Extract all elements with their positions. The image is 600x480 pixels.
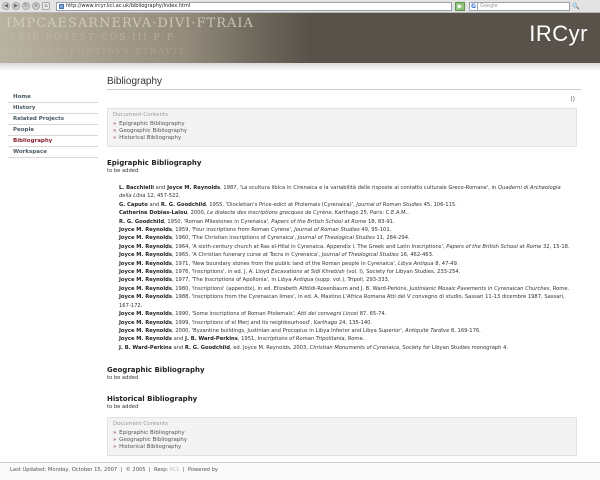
home-icon[interactable]: ⌂ xyxy=(42,2,50,10)
section-note: to be added xyxy=(107,168,139,174)
reference-author: Joyce M. Reynolds xyxy=(119,269,172,276)
reference-author: Catherine Dobias-Lalou xyxy=(119,210,188,217)
contents-link-label: Geographic Bibliography xyxy=(119,128,188,134)
reference-author: R. G. Goodchild xyxy=(184,344,230,351)
reference-tail: Atti del V convegno di studio, Sassari 11-13 dicembre 1987, Sassari, 167-172. xyxy=(119,294,565,309)
reference-author: Joyce M. Reynolds xyxy=(119,294,172,301)
reference-entry xyxy=(119,251,574,259)
reference-journal: Papers of the British School at Rome xyxy=(446,243,542,250)
inscription-line: TRIB·POTEST·COS·III·P·P· xyxy=(10,33,180,43)
reference-journal: L'Africa Romana xyxy=(342,294,386,301)
bullet-icon: » xyxy=(113,444,117,451)
reference-author: Joyce M. Reynolds xyxy=(119,252,172,259)
bullet-icon: » xyxy=(113,121,117,127)
reference-entry xyxy=(119,268,574,276)
reference-journal: Antiquité Tardive xyxy=(405,327,450,334)
reference-author: Joyce M. Reynolds xyxy=(119,235,172,242)
main-content xyxy=(107,76,581,456)
reference-author: Joyce M. Reynolds xyxy=(119,227,172,234)
reference-text: , 2000, 'Byzantine buildings, Justinian and Procopius in Libya Inferior and Libya Superior', xyxy=(171,327,406,334)
reference-journal: Papers of the British School at Rome xyxy=(271,218,367,225)
reference-author: L. Bacchielli xyxy=(119,185,155,191)
reference-text: , 1950, 'Roman Milestones in Cyrenaica', xyxy=(164,218,272,225)
browser-toolbar xyxy=(0,0,600,13)
reference-journal: Excavations at Sidi Khrebish xyxy=(271,269,345,276)
reference-entry xyxy=(119,218,574,226)
contents-link-geographic[interactable] xyxy=(113,128,571,135)
reference-text: , 1960, 'The Christian inscriptions of Cyrenaica', xyxy=(171,235,298,242)
reference-entry xyxy=(119,344,574,352)
reference-author-join: and xyxy=(173,336,184,343)
sidebar-item-related-projects[interactable]: Related Projects xyxy=(8,114,98,125)
reference-entry xyxy=(119,184,574,201)
reference-text: , 1976, 'Inscriptions', in ed. J. A. Lloyd xyxy=(171,269,272,276)
reference-author: R. G. Goodchild xyxy=(160,201,206,208)
reference-entry xyxy=(119,260,574,268)
back-arrow-icon[interactable]: ◀ xyxy=(2,2,10,10)
reference-author: J. B. Ward-Perkins xyxy=(119,344,172,351)
resp-link[interactable]: KCL xyxy=(169,467,180,473)
reference-tail: 8, 169-176. xyxy=(449,327,481,334)
google-engine-icon[interactable]: G xyxy=(469,2,478,11)
reference-entry xyxy=(119,209,574,217)
bullet-icon: » xyxy=(113,135,117,141)
reference-entry xyxy=(119,327,574,335)
page-footer: Last Updated: Monday, October 15, 2007 | © 2005 | Resp: KCL | Powered by xyxy=(0,462,600,480)
reference-text: , 1971, 'New boundary stones from the public land of the Roman people in Cyrenaica', xyxy=(171,260,398,267)
site-logo[interactable]: IRCyr xyxy=(529,21,588,46)
reference-text: , 1965, 'A Christian funerary curse at Tocra in Cyrenaica', xyxy=(171,252,322,259)
reference-journal: Libya Antiqua xyxy=(397,260,434,267)
sidebar-item-workspace[interactable]: Workspace xyxy=(8,147,98,158)
bullet-icon: » xyxy=(113,437,117,444)
reference-tail: 49, 95-101. xyxy=(359,227,392,234)
contents-link-label: Historical Bibliography xyxy=(119,444,182,451)
copyright: © 2005 xyxy=(125,467,146,473)
bullet-icon: » xyxy=(113,430,117,437)
reference-journal: Justinianic Mosaic Pavements in Cyrenaican Churches xyxy=(409,285,550,292)
reference-text: , 1955, 'Diocletian's Price-edict at Ptolemais (Cyrenaica)', xyxy=(205,201,357,208)
contents-link-epigraphic[interactable] xyxy=(113,121,571,128)
reference-tail: , Society for Libyan Studies monograph 4. xyxy=(399,344,509,351)
reference-author: J. B. Ward-Perkins xyxy=(185,336,238,343)
reference-text: , ed. Joyce M. Reynolds, 2003, xyxy=(229,344,310,351)
contents-link-epigraphic[interactable] xyxy=(113,430,571,437)
go-button[interactable]: ▶ xyxy=(455,2,465,11)
inscription-image xyxy=(0,13,310,63)
reference-journal: Atti dei convegni Lincei xyxy=(297,311,359,318)
reference-text: , 1964, 'A sixth-century church at Ras el-Hilal in Cyrenaica. Appendix I. The Greek and Latin Inscriptions', xyxy=(171,243,447,250)
section-title-historical: Historical Bibliography xyxy=(107,395,198,404)
reference-journal: Journal of Roman Studies xyxy=(294,227,360,234)
section-note: to be added xyxy=(107,404,139,411)
reference-journal: Journal of Theological Studies xyxy=(321,252,399,259)
reference-author: Joyce M. Reynolds xyxy=(119,319,172,326)
reference-entry xyxy=(119,285,574,293)
reference-tail: 24, 135-140. xyxy=(337,319,373,326)
reference-entry xyxy=(119,335,574,343)
inscription-line: VIAM·CVM·PONTIBVS·STRAVIT xyxy=(4,47,186,56)
search-icon[interactable]: 🔍 xyxy=(572,2,580,10)
search-input[interactable]: Google xyxy=(478,2,570,11)
reference-text: , 1977, 'The Inscriptions of Apollonia', in xyxy=(171,277,278,284)
section-title-geographic: Geographic Bibliography xyxy=(107,366,205,375)
address-url: http://www.ircyr.kcl.ac.uk/bibliography/index.html xyxy=(66,3,191,9)
document-contents-box-bottom xyxy=(107,417,577,456)
reference-entry xyxy=(119,201,574,209)
reference-tail: 18, 83-91. xyxy=(366,218,395,225)
contents-link-historical[interactable] xyxy=(113,444,571,451)
reference-entry xyxy=(119,234,574,242)
sidebar-item-bibliography[interactable]: Bibliography xyxy=(8,136,98,147)
reference-tail: , Rome. xyxy=(344,336,365,343)
reference-entry xyxy=(119,310,574,318)
reference-journal: Libya Antiqua xyxy=(277,277,314,284)
reference-journal: Journal of Theological Studies xyxy=(297,235,375,242)
reference-author: R. G. Goodchild xyxy=(119,218,165,225)
reference-text: , 1988, 'Inscriptions from the Cyrenaican limes', in ed. A. Mastino xyxy=(171,294,343,301)
print-icon[interactable]: () xyxy=(570,96,575,103)
reference-journal: Karthago xyxy=(313,319,338,326)
banner-shadow xyxy=(0,63,600,71)
reference-entry xyxy=(119,293,574,310)
reference-text: , 1951, xyxy=(237,336,258,343)
sidebar-item-home[interactable]: Home xyxy=(8,92,98,103)
document-contents-heading: Document Contents xyxy=(113,421,168,428)
contents-link-label: Geographic Bibliography xyxy=(119,437,188,444)
reference-text: , 1990, 'Some inscriptions of Roman Ptolemais', xyxy=(171,311,298,318)
forward-arrow-icon[interactable]: ▶ xyxy=(12,2,20,10)
document-contents-heading: Document Contents xyxy=(113,112,168,118)
reference-text: , 1980, 'Inscriptions' (appendix), in ed. Elizabeth Alföldi-Rosenbaum and J. B. Ward-Perkins, xyxy=(171,285,410,292)
reference-journal: Quaderni di Archeologia della Libia xyxy=(119,185,561,200)
reference-text: , 1987, 'La scultura libica in Cirenaica e la variabilità delle risposte al contatto culturale Greco-Romane', in xyxy=(220,185,498,191)
reference-tail: 87, 65-74. xyxy=(358,311,387,318)
reference-tail: 12, 457-522. xyxy=(145,193,181,200)
sidebar-nav xyxy=(8,92,98,158)
reference-tail: 32, 15-18. xyxy=(541,243,570,250)
resp-label: Resp: xyxy=(153,467,169,473)
contents-link-label: Epigraphic Bibliography xyxy=(119,430,185,437)
reference-text: , 1999, 'Inscriptions of el Merj and its neighbourhood', xyxy=(171,319,314,326)
contents-link-label: Historical Bibliography xyxy=(119,135,182,141)
reference-text: , 1959, 'Four inscriptions from Roman Cyrene', xyxy=(171,227,295,234)
reference-author: Joyce M. Reynolds xyxy=(119,336,172,343)
last-updated: Last Updated: Monday, October 15, 2007 xyxy=(10,467,118,473)
reference-tail: , Rome. xyxy=(549,285,570,292)
reload-icon[interactable]: ↻ xyxy=(23,3,29,9)
reference-entry xyxy=(119,243,574,251)
reference-author-join: and xyxy=(155,185,166,191)
reference-author-join: and xyxy=(173,344,184,351)
reference-tail: , Karthago 25, Paris: C.E.A.M.. xyxy=(331,210,409,217)
reference-author: Joyce M. Reynolds xyxy=(119,260,172,267)
reference-journal: Le dialecte des inscriptions grecques de Cyrène xyxy=(207,210,332,217)
document-contents-box xyxy=(107,108,577,147)
section-note: to be added xyxy=(107,375,139,382)
reference-author-join: and xyxy=(149,201,160,208)
reference-journal: Inscriptions of Roman Tripolitania xyxy=(257,336,345,343)
bullet-icon: » xyxy=(113,128,117,134)
reference-entry xyxy=(119,276,574,284)
reference-journal: Christian Monuments of Cyrenaica xyxy=(309,344,400,351)
contents-link-geographic[interactable] xyxy=(113,437,571,444)
sidebar-item-people[interactable]: People xyxy=(8,125,98,136)
reference-tail: 11, 284-294. xyxy=(374,235,410,242)
reference-author: Joyce M. Reynolds xyxy=(119,327,172,334)
site-banner xyxy=(0,13,600,63)
powered-by: Powered by xyxy=(187,467,218,473)
reference-author: Joyce M. Reynolds xyxy=(119,277,172,284)
reference-author: G. Caputo xyxy=(119,201,148,208)
favicon-icon xyxy=(59,4,64,9)
address-bar[interactable] xyxy=(56,2,452,11)
inscription-line: IMPCAESARNERVA·DIVI·FTRAIA xyxy=(6,16,254,31)
reference-author: Joyce M. Reynolds xyxy=(119,285,172,292)
reference-tail: 45, 106-115. xyxy=(421,201,457,208)
page-title: Bibliography xyxy=(107,76,581,90)
reference-entry xyxy=(119,319,574,327)
sidebar-item-history[interactable]: History xyxy=(8,103,98,114)
reference-tail: 16, 462-463. xyxy=(398,252,434,259)
reference-tail: 8, 47-49. xyxy=(433,260,459,267)
reference-journal: Journal of Roman Studies xyxy=(356,201,422,208)
reference-tail: (supp. vol.), Tripoli, 293-333. xyxy=(313,277,390,284)
reference-text: , 2000, xyxy=(187,210,208,217)
contents-link-label: Epigraphic Bibliography xyxy=(119,121,185,127)
section-title-epigraphic: Epigraphic Bibliography xyxy=(107,159,202,167)
reference-author: Joyce M. Reynolds xyxy=(167,185,221,191)
reference-entry xyxy=(119,226,574,234)
reference-author: Joyce M. Reynolds xyxy=(119,243,172,250)
stop-icon[interactable]: × xyxy=(33,3,39,9)
reference-author: Joyce M. Reynolds xyxy=(119,311,172,318)
contents-link-historical[interactable] xyxy=(113,135,571,142)
reference-tail: (vol. I), Society for Libyan Studies, 233-254. xyxy=(344,269,461,276)
reference-list xyxy=(119,184,574,352)
